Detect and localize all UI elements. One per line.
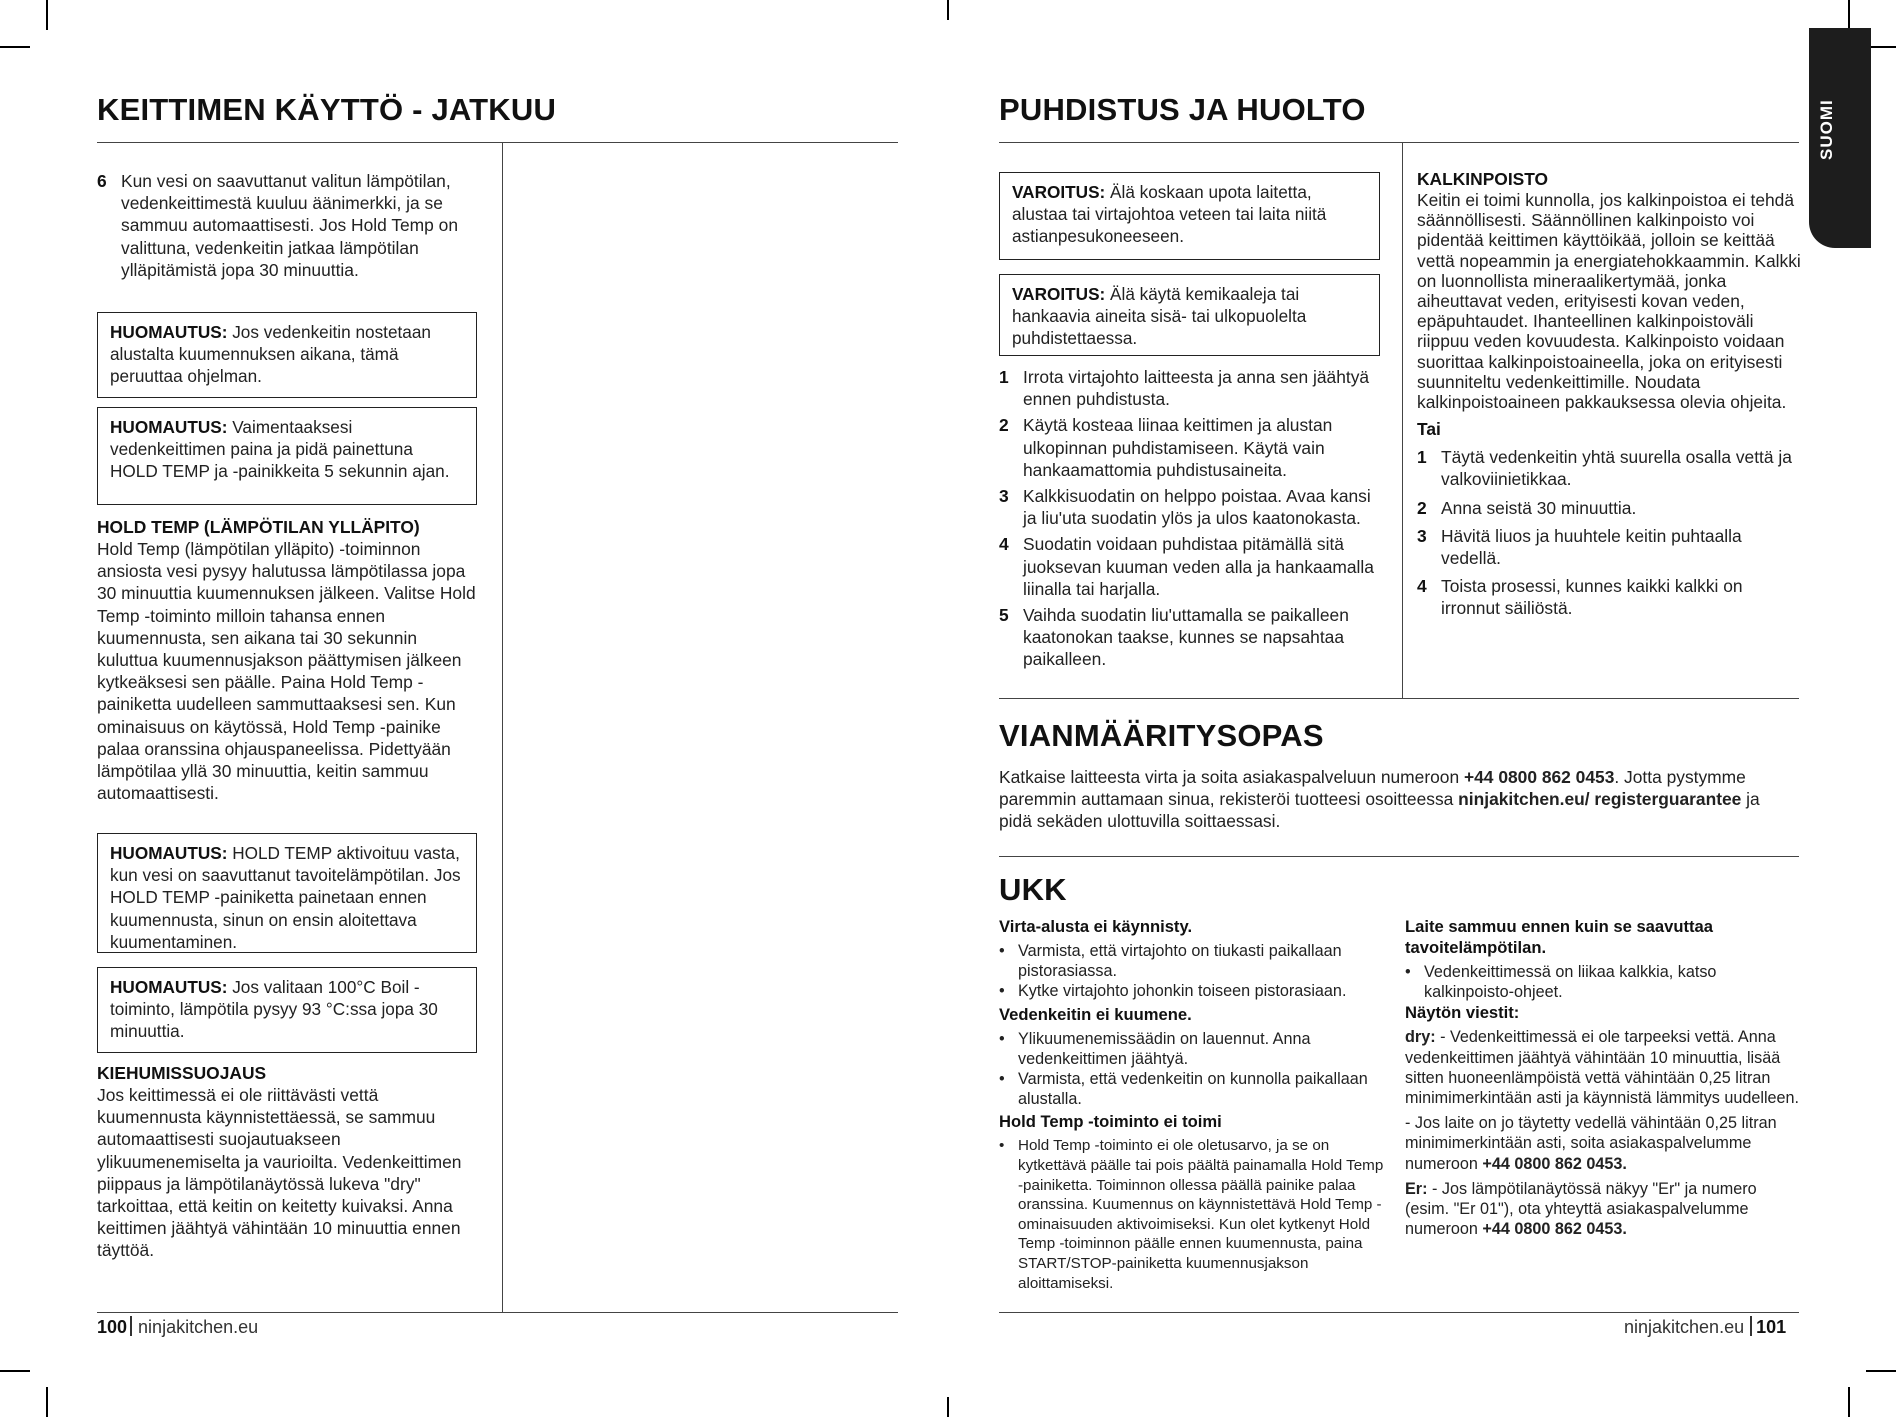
section-text: Hold Temp (lämpötilan ylläpito) -toiminnon ansiosta vesi pysyy halutussa lämpötilassa jopa 30 minuuttia kuumennuksen jälkeen. Valitse Hold Temp -toiminto milloin tahansa ennen kuumennusta, sen aikana tai 30 sekunnin kuluttua kuumennusjakson päättymisen jälkeen kytkeäksesi sen päälle. Paina Hold Temp -painiketta uudelleen sammuttaaksesi sen. Kun ominaisuus on käytössä, Hold Temp -painike palaa oranssina ohjauspaneelissa. Pidettyään lämpötilaa yllä 30 minuuttia, keitin sammuu automaattisesti.	[97, 539, 476, 804]
faq-answer: • Hold Temp -toiminto ei ole oletusarvo, ja se on kytkettävä päälle tai pois päältä painamalla Hold Temp -painiketta. Toiminnon ollessa päällä painike palaa oranssina. Kuumennus on käynnistettävä Hold Temp -ominaisuuden aktivoimiseksi. Kun olet kytkenyt Hold Temp -toiminnon päälle ennen kuumennusta, paina START/STOP-painiketta kuumennusjakson aloittamiseksi.	[999, 1137, 1384, 1292]
descale-step: 1 Täytä vedenkeitin yhtä suurella osalla vettä ja valkoviinietikkaa.	[1417, 447, 1792, 490]
title-rule-right	[999, 142, 1799, 143]
warning-box-1	[999, 172, 1380, 260]
crop-mark	[1848, 0, 1850, 30]
crop-mark	[947, 1397, 949, 1417]
descale-step: 2 Anna seistä 30 minuuttia.	[1417, 497, 1637, 518]
step-number: 6	[97, 171, 107, 191]
display-messages-heading: Näytön viestit:	[1405, 1003, 1520, 1023]
cleaning-step: 4 Suodatin voidaan puhdistaa pitämällä sitä juoksevan kuuman veden alla ja hankaamalla liinalla tai harjalla.	[999, 534, 1374, 599]
faq-right-column	[1405, 916, 1801, 1239]
note-text: HOLD TEMP aktivoituu vasta, kun vesi on saavuttanut tavoitelämpötilan. Jos HOLD TEMP -painiketta painetaan ennen kuumennusta, sinun on ensin aloitettava kuumentaminen.	[110, 843, 461, 952]
section-rule	[999, 856, 1799, 857]
note-text: Jos vedenkeitin nostetaan alustalta kuumennuksen aikana, tämä peruuttaa ohjelman.	[110, 322, 431, 387]
or-label: Tai	[1417, 419, 1441, 440]
footer-right	[1624, 1316, 1786, 1338]
descale-step: 3 Hävitä liuos ja huuhtele keitin puhtaalla vedellä.	[1417, 525, 1742, 569]
step-text: Kun vesi on saavuttanut valitun lämpötilan, vedenkeittimestä kuuluu äänimerkki, ja se sammuu automaattisesti. Jos Hold Temp on valittuna, vedenkeitin jatkaa lämpötilan ylläpitämistä jopa 30 minuuttia.	[121, 171, 459, 280]
faq-question: Hold Temp -toiminto ei toimi	[999, 1112, 1222, 1132]
hold-temp-section	[97, 516, 482, 804]
troubleshooting-text: Katkaise laitteesta virta ja soita asiakaspalveluun numeroon +44 0800 862 0453. Jotta pystymme paremmin auttamaan sinua, rekisteröi tuotteesi osoitteessa ninjakitchen.eu/ registerguarantee ja pidä sekäden ulottuvilla soittaessasi.	[999, 767, 1760, 832]
er-message: Er: - Jos lämpötilanäytössä näkyy "Er" ja numero (esim. "Er 01"), ota yhteyttä asiakaspalvelumme numeroon +44 0800 862 0453.	[1405, 1179, 1757, 1239]
page-title-right: PUHDISTUS JA HUOLTO	[999, 92, 1366, 127]
cleaning-step: 5 Vaihda suodatin liu'uttamalla se paikalleen kaatonokan taakse, kunnes se napsahtaa paikalleen.	[999, 605, 1349, 670]
crop-mark	[46, 1387, 48, 1417]
note-label: HUOMAUTUS:	[110, 417, 228, 437]
section-heading: KALKINPOISTO	[1417, 169, 1549, 189]
faq-question: Virta-alusta ei käynnisty.	[999, 917, 1193, 936]
register-url[interactable]: ninjakitchen.eu/ registerguarantee	[1458, 789, 1742, 810]
footer-rule-right	[999, 1312, 1799, 1313]
section-heading: HOLD TEMP (LÄMPÖTILAN YLLÄPITO)	[97, 517, 420, 537]
page-number: 100	[97, 1317, 128, 1337]
faq-answer: • Vedenkeittimessä on liikaa kalkkia, katso kalkinpoisto-ohjeet.	[1405, 963, 1717, 1002]
warning-text: Älä käytä kemikaaleja tai hankaavia aineita sisä- tai ulkopuolelta puhdistettaessa.	[1012, 284, 1307, 349]
cleaning-step: 2 Käytä kosteaa liinaa keittimen ja alustan ulkopinnan puhdistamiseen. Käytä vain hankaamattomia puhdistusaineita.	[999, 415, 1333, 480]
note-label: HUOMAUTUS:	[110, 322, 228, 342]
section-heading: KIEHUMISSUOJAUS	[97, 1063, 267, 1083]
note-label: HUOMAUTUS:	[110, 977, 228, 997]
footer-site: ninjakitchen.eu	[1624, 1317, 1745, 1337]
cleaning-steps	[999, 366, 1384, 675]
note-box-1	[97, 312, 477, 398]
note-text: Vaimentaaksesi vedenkeittimen paina ja pidä painettuna HOLD TEMP ja -painikkeita 5 sekunnin ajan.	[110, 417, 450, 482]
descale-step: 4 Toista prosessi, kunnes kaikki kalkki on irronnut säiliöstä.	[1417, 576, 1743, 619]
crop-mark	[0, 1370, 30, 1372]
warning-text: Älä koskaan upota laitetta, alustaa tai virtajohtoa veteen tai laita niitä astianpesukoneeseen.	[1012, 182, 1327, 247]
column-divider-left	[502, 142, 503, 1312]
section-text: Jos keittimessä ei ole riittävästi vettä kuumennusta käynnistettäessä, se sammuu automaattisesti suojautuakseen ylikuumenemiselta ja vaurioilta. Vedenkeittimen piippaus ja lämpötilanäytössä lukeva "dry" tarkoittaa, että keitin on keitetty kuivaksi. Anna keittimen jäähtyä vähintään 10 minuuttia ennen täyttöä.	[97, 1085, 462, 1261]
cleaning-step: 1 Irrota virtajohto laitteesta ja anna sen jäähtyä ennen puhdistusta.	[999, 367, 1370, 410]
section-rule	[999, 698, 1799, 699]
faq-answer: • Varmista, että vedenkeitin on kunnolla paikallaan alustalla.	[999, 1070, 1368, 1109]
boil-protection-section	[97, 1062, 482, 1262]
page-number: 101	[1756, 1317, 1787, 1337]
crop-mark	[0, 46, 30, 48]
note-box-3	[97, 833, 477, 953]
title-rule-left	[97, 142, 898, 143]
crop-mark	[1848, 1387, 1850, 1417]
crop-mark	[1866, 1370, 1896, 1372]
page-title-left: KEITTIMEN KÄYTTÖ - JATKUU	[97, 92, 557, 127]
dry-message: dry: - Vedenkeittimessä ei ole tarpeeksi vettä. Anna vedenkeittimen jäähtyä vähintään 10 minuuttia, lisää sitten huoneenlämpöistä vettä vähintään 0,25 litran minimimerkintään asti ja käynnistä lämmitys uudelleen.	[1405, 1028, 1800, 1108]
support-phone: +44 0800 862 0453	[1463, 767, 1615, 787]
section-text: Keitin ei toimi kunnolla, jos kalkinpoistoa ei tehdä säännöllisesti. Säännöllinen kalkinpoisto voi pidentää keittimen käyttöikää, jolloin se keittää vettä nopeammin ja energiatehokkaammin. Kalkki on luonnollista mineraalikertymää, jonka aiheuttavat veden, erityisesti kovan veden, epäpuhtaudet. Ihanteellinen kalkinpoistoväli riippuu veden kovuudesta. Kalkinpoisto voidaan suorittaa kalkinpoistoaineella, joka on erityisesti suunniteltu vedenkeittimille. Noudata kalkinpoistoaineen pakkauksessa olevia ohjeita.	[1417, 190, 1801, 413]
troubleshooting-title: VIANMÄÄRITYSOPAS	[999, 718, 1324, 753]
footer-site: ninjakitchen.eu	[138, 1317, 259, 1337]
warning-label: VAROITUS:	[1012, 182, 1106, 202]
warning-box-2	[999, 274, 1380, 356]
crop-mark	[46, 0, 48, 30]
note-box-4	[97, 967, 477, 1053]
note-text: Jos valitaan 100°C Boil -toiminto, lämpötila pysyy 93 °C:ssa jopa 30 minuuttia.	[110, 977, 438, 1042]
note-label: HUOMAUTUS:	[110, 843, 228, 863]
faq-question: Laite sammuu ennen kuin se saavuttaa tavoitelämpötilan.	[1405, 917, 1714, 957]
faq-answer: • Ylikuumenemissäädin on lauennut. Anna vedenkeittimen jäähtyä.	[999, 1029, 1311, 1068]
crop-mark	[947, 0, 949, 20]
warning-label: VAROITUS:	[1012, 284, 1106, 304]
footer-left	[97, 1316, 258, 1338]
descaling-section	[1417, 168, 1802, 624]
faq-answer: • Kytke virtajohto johonkin toiseen pistorasiaan.	[999, 982, 1347, 1001]
step-6	[97, 170, 482, 285]
dry-message-2: - Jos laite on jo täytetty vedellä vähintään 0,25 litran minimimerkintään asti, soita asiakaspalvelumme numeroon +44 0800 862 0453.	[1405, 1114, 1777, 1173]
faq-answer: • Varmista, että virtajohto on tiukasti paikallaan pistorasiassa.	[999, 942, 1342, 981]
faq-question: Vedenkeitin ei kuumene.	[999, 1004, 1192, 1024]
cleaning-step: 3 Kalkkisuodatin on helppo poistaa. Avaa kansi ja liu'uta suodatin ylös ja ulos kaatonokasta.	[999, 486, 1371, 529]
language-tab-label: SUOMI	[1817, 99, 1836, 160]
column-divider-right	[1402, 142, 1403, 698]
faq-left-column	[999, 916, 1387, 1293]
note-box-2	[97, 407, 477, 505]
footer-rule-left	[97, 1312, 898, 1313]
faq-title: UKK	[999, 872, 1067, 907]
